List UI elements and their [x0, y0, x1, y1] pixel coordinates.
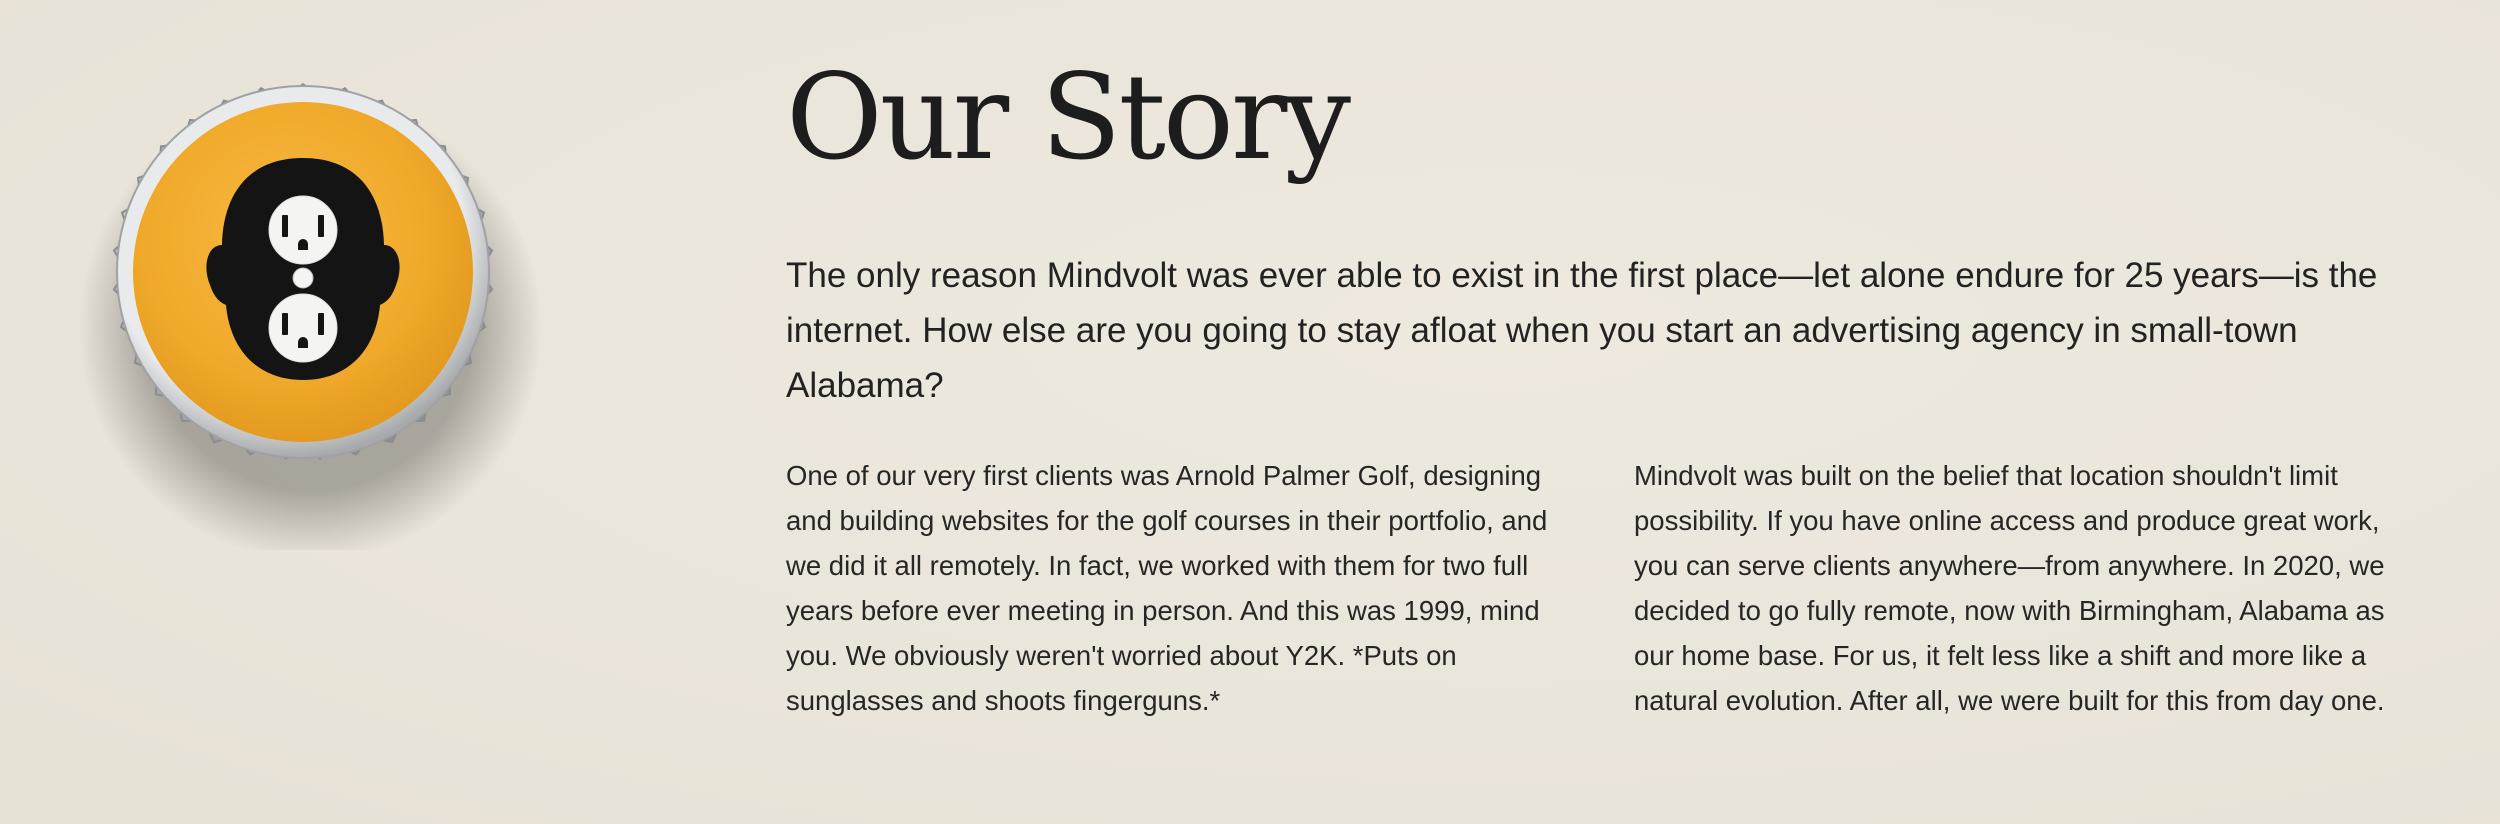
- page-title: Our Story: [786, 48, 1349, 186]
- outlet-screw: [293, 268, 313, 288]
- story-lead-paragraph: The only reason Mindvolt was ever able to exist in the first place—let alone endure for 25 years—is the internet. How else are you going to stay afloat when you start an advertising agency in small-town Alabama?: [786, 256, 2378, 405]
- story-columns: [786, 453, 2416, 723]
- story-paragraph-right: Mindvolt was built on the belief that location shouldn't limit possibility. If you have online access and produce great work, you can serve clients anywhere—from anywhere. In 2020, we decided to go fully remote, now with Birmingham, Alabama as our home base. For us, it felt less like a shift and more like a natural evolution. After all, we were built for this from day one.: [1634, 460, 2385, 716]
- outlet-top: [269, 196, 337, 264]
- story-section: [786, 48, 2426, 723]
- outlet-bottom: [269, 294, 337, 362]
- bottlecap-outlet-head-icon: [58, 60, 548, 550]
- story-paragraph-left: One of our very first clients was Arnold Palmer Golf, designing and building websites for the golf courses in their portfolio, and we did it all remotely. In fact, we worked with them for two full years before ever meeting in person. And this was 1999, mind you. We obviously weren't worried about Y2K. *Puts on sunglasses and shoots fingerguns.*: [786, 460, 1548, 716]
